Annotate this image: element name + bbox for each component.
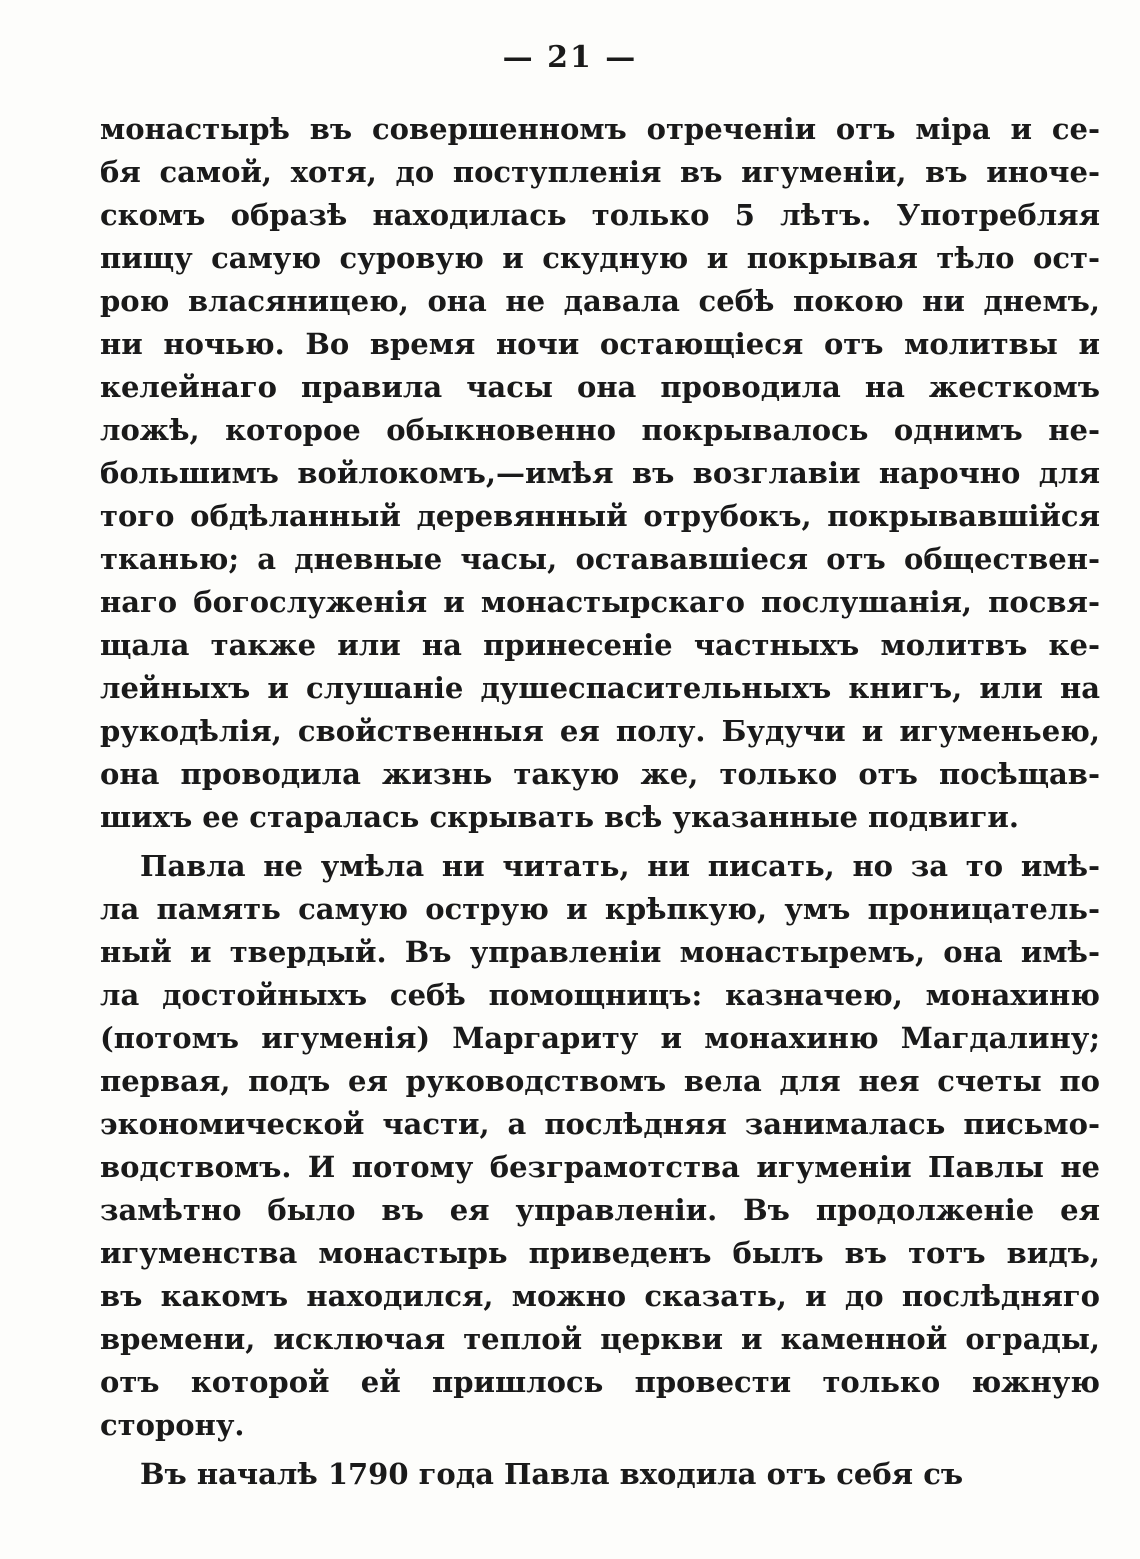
text-line: водствомъ. И потому безграмотства игуменіи Павлы не	[100, 1150, 1100, 1184]
text-line: сторону.	[100, 1408, 245, 1442]
text-line: времени, исключая теплой церкви и каменной ограды,	[100, 1322, 1100, 1356]
text-line: ла память самую острую и крѣпкую, умъ проницатель-	[100, 892, 1100, 926]
text-line: въ какомъ находился, можно сказать, и до послѣдняго	[100, 1279, 1100, 1313]
text-line: того обдѣланный деревянный отрубокъ, покрывавшійся	[100, 499, 1100, 533]
text-line: ла достойныхъ себѣ помощницъ: казначею, монахиню	[100, 978, 1100, 1012]
text-line: ни ночью. Во время ночи остающіеся отъ молитвы и	[100, 327, 1100, 361]
text-line: тканью; а дневные часы, остававшіеся отъ обществен-	[100, 542, 1100, 576]
text-line: Въ началѣ 1790 года Павла входила отъ себя съ	[140, 1457, 964, 1491]
text-line: отъ которой ей пришлось провести только южную	[100, 1365, 1100, 1399]
text-line: Павла не умѣла ни читать, ни писать, но за то имѣ-	[140, 849, 1100, 883]
paragraph	[100, 1453, 1100, 1496]
text-line: ложѣ, которое обыкновенно покрывалось однимъ не-	[100, 413, 1100, 447]
text-line: замѣтно было въ ея управленіи. Въ продолженіе ея	[100, 1193, 1100, 1227]
text-line: шихъ ее старалась скрывать всѣ указанные подвиги.	[100, 800, 1019, 834]
text-line: (потомъ игуменія) Маргариту и монахиню Магдалину;	[100, 1021, 1100, 1055]
paragraph	[100, 108, 1100, 839]
page-number: — 21 —	[502, 40, 638, 75]
body-text	[100, 108, 1100, 1496]
text-line: игуменства монастырь приведенъ былъ въ тотъ видъ,	[100, 1236, 1100, 1270]
text-line: лейныхъ и слушаніе душеспасительныхъ книгъ, или на	[100, 671, 1100, 705]
text-line: наго богослуженія и монастырскаго послушанія, посвя-	[100, 585, 1100, 619]
text-line: экономической части, а послѣдняя занималась письмо-	[100, 1107, 1100, 1141]
text-line: бя самой, хотя, до поступленія въ игуменіи, въ иноче-	[100, 155, 1100, 189]
text-line: рукодѣлія, свойственныя ея полу. Будучи и игуменьею,	[100, 714, 1100, 748]
paragraph	[100, 845, 1100, 1447]
text-line: монастырѣ въ совершенномъ отреченіи отъ міра и се-	[100, 112, 1100, 146]
text-line: щала также или на принесеніе частныхъ молитвъ ке-	[100, 628, 1100, 662]
text-line: келейнаго правила часы она проводила на жесткомъ	[100, 370, 1100, 404]
text-line: ный и твердый. Въ управленіи монастыремъ, она имѣ-	[100, 935, 1100, 969]
text-line: она проводила жизнь такую же, только отъ посѣщав-	[100, 757, 1100, 791]
text-line: пищу самую суровую и скудную и покрывая тѣло ост-	[100, 241, 1100, 275]
text-line: большимъ войлокомъ,—имѣя въ возглавіи нарочно для	[100, 456, 1100, 490]
text-line: скомъ образѣ находилась только 5 лѣтъ. Употребляя	[100, 198, 1100, 232]
text-line: первая, подъ ея руководствомъ вела для нея счеты по	[100, 1064, 1100, 1098]
text-line: рою власяницею, она не давала себѣ покою ни днемъ,	[100, 284, 1100, 318]
